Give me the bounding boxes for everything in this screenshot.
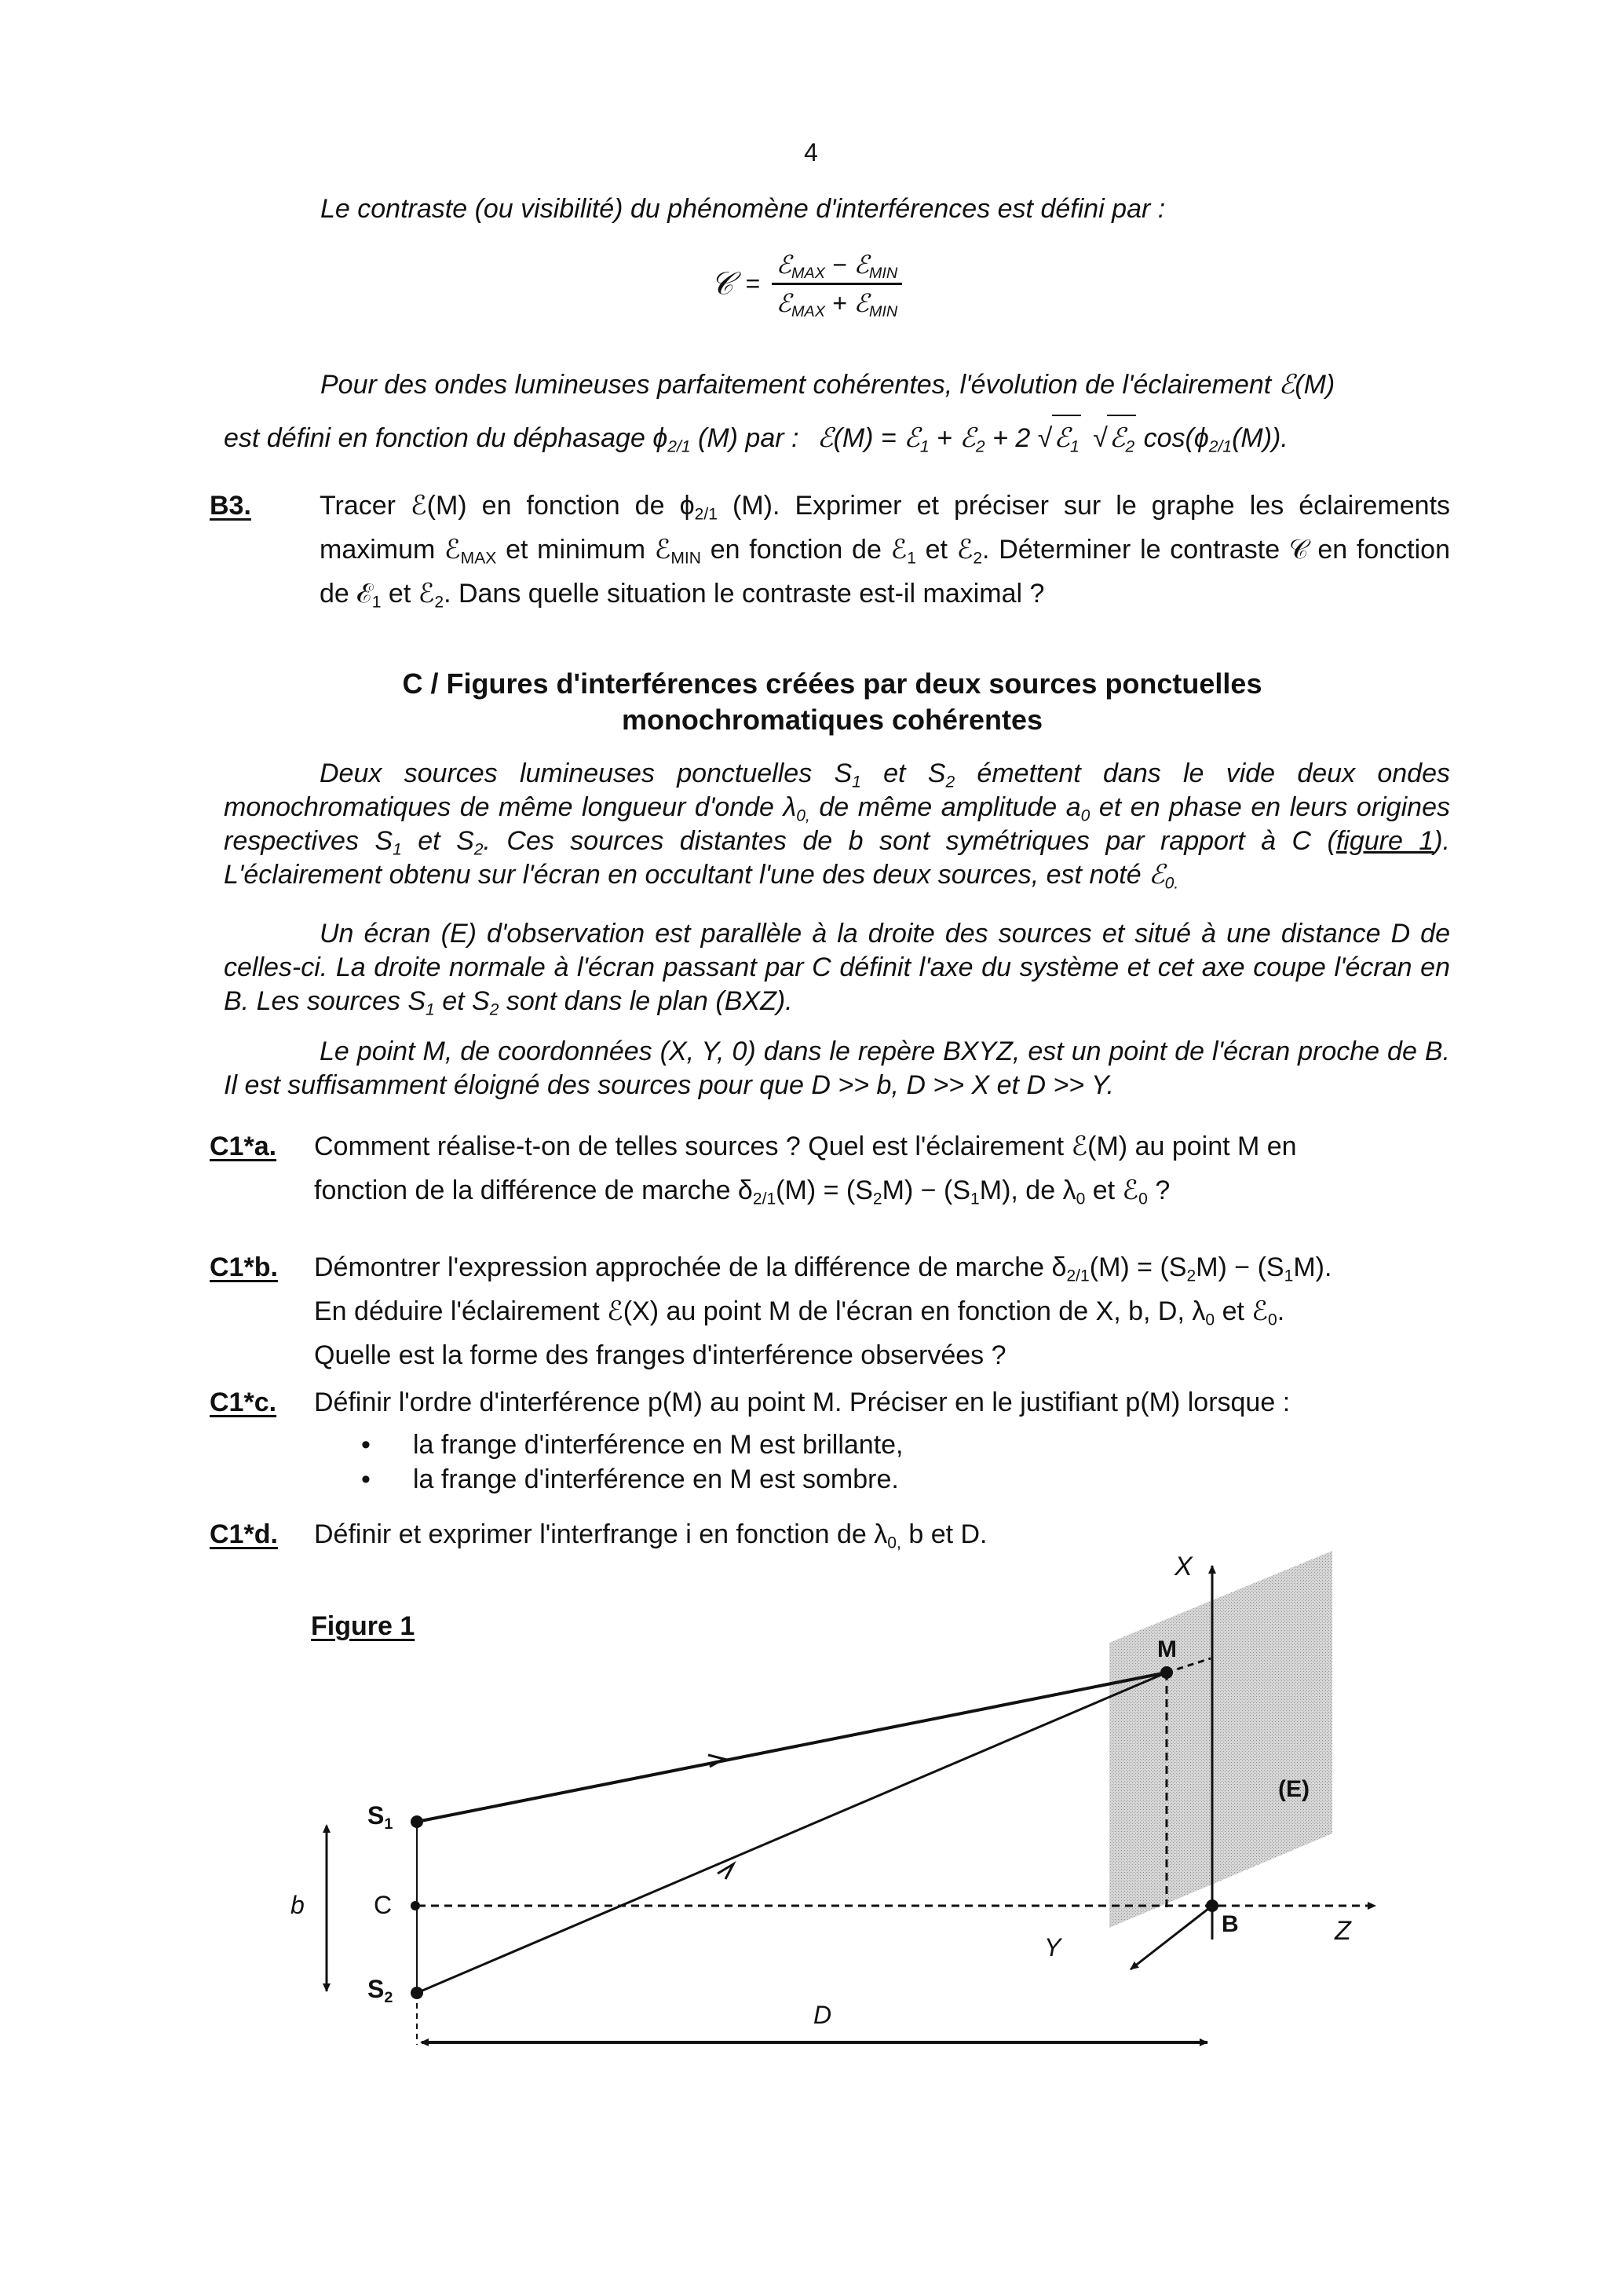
subscript: 1 bbox=[393, 840, 402, 859]
text: M) − (S bbox=[1196, 1252, 1284, 1282]
question-label: C1*b. bbox=[210, 1252, 278, 1282]
page-number: 4 bbox=[804, 138, 818, 166]
subscript: 1 bbox=[384, 1815, 393, 1833]
list-item: • la frange d'interférence en M est sombre. bbox=[361, 1462, 1450, 1497]
subscript: 2 bbox=[434, 593, 444, 612]
text: . Dans quelle situation le contraste est-il maximal ? bbox=[444, 579, 1045, 609]
text: Deux sources lumineuses ponctuelles S bbox=[320, 759, 853, 788]
cos-arg-subscript: 2/1 bbox=[1208, 437, 1233, 456]
e1-symbol: ℰ bbox=[904, 423, 920, 453]
point-b bbox=[1206, 1899, 1218, 1912]
text: Démontrer l'expression approchée de la différence de marche δ bbox=[314, 1252, 1067, 1282]
label-x-axis: X bbox=[1174, 1552, 1193, 1581]
text: et S bbox=[401, 826, 474, 856]
label-d-distance: D bbox=[813, 2001, 832, 2029]
subscript: 2 bbox=[945, 773, 955, 792]
minus-sign: − bbox=[831, 250, 847, 279]
subscript: 0. bbox=[1164, 874, 1179, 893]
text: . bbox=[1277, 1296, 1285, 1326]
text: En déduire l'éclairement ℰ(X) au point M de l'écran en fonction de X, b, D, λ bbox=[314, 1296, 1206, 1326]
contrast-intro: Le contraste (ou visibilité) du phénomène d'interférences est défini par : bbox=[320, 194, 1166, 224]
text: et ℰ bbox=[381, 579, 435, 609]
text: et minimum ℰ bbox=[496, 535, 671, 565]
subscript: 0 bbox=[1267, 1311, 1277, 1329]
subscript: 2 bbox=[489, 1000, 499, 1019]
point-m bbox=[1160, 1666, 1173, 1679]
point-s1 bbox=[411, 1815, 423, 1828]
subscript: 0 bbox=[1205, 1311, 1215, 1329]
sqrt-e2-symbol: ℰ bbox=[1109, 423, 1126, 453]
min-subscript: MIN bbox=[868, 264, 898, 282]
text: et en phase en leurs origines respectives S bbox=[224, 792, 1450, 856]
max-subscript: MAX bbox=[791, 302, 825, 320]
label-s2 bbox=[367, 1975, 393, 2004]
subscript: 2/1 bbox=[752, 1190, 776, 1208]
section-title-line2: monochromatiques cohérentes bbox=[621, 704, 1043, 736]
label-y-axis: Y bbox=[1044, 1933, 1061, 1961]
text: de même amplitude a bbox=[809, 792, 1081, 822]
subscript: 2 bbox=[1186, 1267, 1196, 1285]
text-line: Comment réalise-t-on de telles sources ? Quel est l'éclairement ℰ(M) au point M en bbox=[314, 1132, 1297, 1161]
text: . Déterminer le contraste 𝒞 en fonction de ℰ bbox=[320, 535, 1450, 609]
plus-two: + 2 bbox=[985, 423, 1038, 453]
label-z-axis: Z bbox=[1335, 1916, 1351, 1946]
text: et S bbox=[434, 986, 490, 1016]
text: b et D. bbox=[901, 1519, 988, 1549]
coherent-text: est défini en fonction du déphasage bbox=[224, 423, 653, 453]
phi-symbol: ϕ bbox=[652, 423, 668, 453]
e1-subscript: 1 bbox=[919, 437, 930, 456]
text: en fonction de ℰ bbox=[700, 535, 908, 565]
section-title-line1: C / Figures d'interférences créées par deux sources ponctuelles bbox=[402, 667, 1262, 700]
text: fonction de la différence de marche δ bbox=[314, 1175, 753, 1205]
e-min-symbol: ℰ bbox=[853, 288, 869, 318]
text-line: Définir l'ordre d'interférence p(M) au point M. Préciser en le justifiant p(M) lorsque : bbox=[314, 1387, 1291, 1417]
point-c bbox=[411, 1901, 420, 1910]
coherent-line1: Pour des ondes lumineuses parfaitement cohérentes, l'évolution de l'éclairement ℰ(M) bbox=[320, 370, 1335, 400]
equals-sign: = bbox=[745, 269, 760, 298]
ray-s2-arrow bbox=[718, 1864, 733, 1879]
coherent-text-after: (M) par : bbox=[690, 423, 799, 453]
subscript: 1 bbox=[970, 1190, 980, 1208]
subscript: 0 bbox=[1080, 806, 1090, 825]
text: (M) = (S bbox=[1089, 1252, 1187, 1282]
y-axis bbox=[1131, 1906, 1212, 1969]
list-item: • la frange d'interférence en M est brillante, bbox=[361, 1428, 1450, 1462]
question-label: C1*c. bbox=[210, 1387, 277, 1417]
label-m: M bbox=[1157, 1636, 1177, 1662]
section-c-paragraph-3: Le point M, de coordonnées (X, Y, 0) dans le repère BXYZ, est un point de l'écran proche de B. Il est suffisamment éloigné des sources pour que D >> b, D >> X et D >> Y. bbox=[224, 1036, 1450, 1100]
question-label: C1*d. bbox=[210, 1519, 278, 1549]
text: . Ces sources distantes de b sont symétriques par rapport à C ( bbox=[483, 826, 1336, 856]
e-min-symbol: ℰ bbox=[853, 250, 869, 280]
text: S bbox=[367, 1975, 385, 2003]
text: (M) = (S bbox=[776, 1175, 873, 1205]
text: et S bbox=[860, 759, 946, 788]
label-b-point: B bbox=[1222, 1911, 1239, 1937]
subscript: 1 bbox=[426, 1000, 435, 1019]
text: M), de λ bbox=[979, 1175, 1076, 1205]
question-label: C1*a. bbox=[210, 1132, 277, 1161]
plus-sign: + bbox=[831, 289, 847, 317]
point-s2 bbox=[411, 1987, 423, 1999]
sqrt-e1-subscript: 1 bbox=[1070, 437, 1080, 456]
subscript: 1 bbox=[371, 593, 382, 612]
subscript: 2/1 bbox=[1066, 1267, 1090, 1285]
text: ? bbox=[1147, 1175, 1171, 1205]
label-c: C bbox=[374, 1891, 393, 1919]
subscript: MIN bbox=[670, 549, 701, 568]
label-b-distance: b bbox=[290, 1891, 305, 1919]
label-screen-e: (E) bbox=[1278, 1776, 1310, 1802]
text: sont dans le plan (BXZ). bbox=[499, 986, 793, 1016]
text: Un écran (E) d'observation est parallèle à la droite des sources et situé à une distance D de celles-ci. La droite normale à l'écran passant par C définit l'axe du système et cet axe coupe l'écran en B. Les sources S bbox=[224, 919, 1450, 1016]
screen-plane bbox=[1109, 1551, 1332, 1928]
text: émettent dans le vide deux ondes monochromatiques de même longueur d'onde λ bbox=[224, 759, 1450, 822]
question-label: B3. bbox=[210, 491, 251, 521]
plus-sign: + bbox=[929, 423, 960, 453]
text: M) − (S bbox=[882, 1175, 971, 1205]
sqrt-e2-subscript: 2 bbox=[1125, 437, 1135, 456]
text: ). L'éclairement obtenu sur l'écran en occultant l'une des deux sources, est noté ℰ bbox=[224, 826, 1450, 890]
cos-argument: (ϕ bbox=[1185, 423, 1209, 453]
subscript: 0 bbox=[1076, 1190, 1086, 1208]
text: et ℰ bbox=[1085, 1175, 1139, 1205]
figure-title: Figure 1 bbox=[311, 1611, 415, 1641]
subscript: 2 bbox=[473, 840, 484, 859]
text: Définir et exprimer l'interfrange i en fonction de λ bbox=[314, 1519, 888, 1549]
contrast-symbol: 𝒞 bbox=[711, 265, 734, 302]
label-s1 bbox=[367, 1801, 393, 1833]
subscript: 0, bbox=[796, 806, 810, 825]
phi-subscript: 2/1 bbox=[667, 437, 691, 456]
subscript: 1 bbox=[907, 549, 916, 568]
ray-s1-m bbox=[417, 1673, 1167, 1822]
text: M). bbox=[1293, 1252, 1332, 1282]
formula-lhs: ℰ(M) = bbox=[816, 423, 904, 453]
e2-symbol: ℰ bbox=[959, 423, 976, 453]
subscript: 2 bbox=[384, 1988, 393, 2006]
e-max-symbol: ℰ bbox=[776, 288, 792, 318]
text: Tracer ℰ(M) en fonction de ϕ bbox=[320, 491, 695, 521]
subscript: 2 bbox=[973, 549, 983, 568]
subscript: 2/1 bbox=[694, 505, 718, 524]
figure-1-link[interactable]: figure 1 bbox=[1335, 826, 1434, 856]
max-subscript: MAX bbox=[791, 264, 825, 282]
min-subscript: MIN bbox=[868, 302, 898, 320]
text-line: Quelle est la forme des franges d'interférence observées ? bbox=[314, 1340, 1006, 1370]
cos-argument-end: (M)). bbox=[1232, 423, 1288, 453]
cos-function: cos bbox=[1136, 423, 1185, 453]
subscript: 0 bbox=[1138, 1190, 1148, 1208]
text: S bbox=[367, 1801, 385, 1830]
subscript: 2 bbox=[872, 1190, 882, 1208]
sqrt-e1-symbol: ℰ bbox=[1054, 423, 1070, 453]
text: et ℰ bbox=[915, 535, 974, 565]
subscript: MAX bbox=[460, 549, 497, 568]
text: et ℰ bbox=[1215, 1296, 1268, 1326]
e-max-symbol: ℰ bbox=[776, 250, 792, 280]
subscript: 0, bbox=[887, 1534, 901, 1552]
e2-subscript: 2 bbox=[975, 437, 985, 456]
subscript: 1 bbox=[852, 773, 861, 792]
subscript: 1 bbox=[1284, 1267, 1294, 1285]
text: (M). Exprimer et préciser sur le graphe les éclairements maximum ℰ bbox=[320, 491, 1451, 565]
